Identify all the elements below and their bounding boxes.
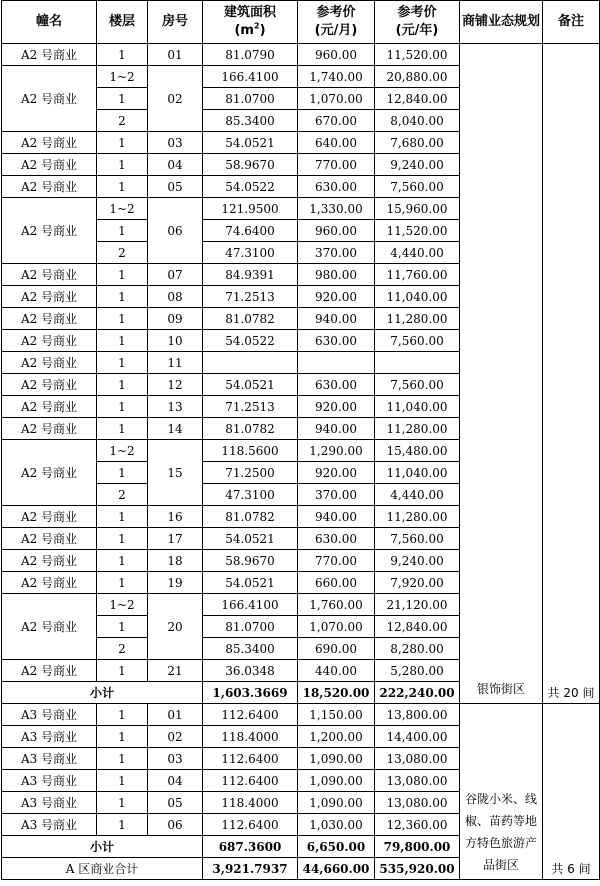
- building-cell: A2 号商业: [2, 66, 97, 132]
- area-cell: 47.3100: [203, 242, 298, 264]
- monthly-price-cell: 980.00: [298, 264, 375, 286]
- room-cell: 06: [148, 198, 203, 264]
- subtotal-area: 1,603.3669: [203, 682, 298, 704]
- subtotal-yearly: 79,800.00: [375, 836, 460, 858]
- building-cell: A2 号商业: [2, 44, 97, 66]
- yearly-price-cell: 11,280.00: [375, 418, 460, 440]
- yearly-price-cell: 13,800.00: [375, 704, 460, 726]
- building-cell: A2 号商业: [2, 572, 97, 594]
- room-cell: 15: [148, 440, 203, 506]
- header-area: [203, 1, 298, 44]
- area-cell: 54.0522: [203, 176, 298, 198]
- area-cell: 118.4000: [203, 792, 298, 814]
- area-cell: 58.9670: [203, 550, 298, 572]
- building-cell: A2 号商业: [2, 330, 97, 352]
- header-yearly-label: 参考价: [397, 5, 437, 20]
- monthly-price-cell: 660.00: [298, 572, 375, 594]
- plan-cell-a3: 谷陇小米、线椒、苗药等地方特色旅游产品街区: [460, 704, 543, 880]
- floor-cell: 1: [97, 132, 148, 154]
- monthly-price-cell: 1,290.00: [298, 440, 375, 462]
- table-row: [2, 704, 600, 726]
- monthly-price-cell: 1,740.00: [298, 66, 375, 88]
- monthly-price-cell: 1,090.00: [298, 792, 375, 814]
- room-cell: 18: [148, 550, 203, 572]
- room-cell: 16: [148, 506, 203, 528]
- yearly-price-cell: 11,520.00: [375, 220, 460, 242]
- yearly-price-cell: 7,560.00: [375, 528, 460, 550]
- area-cell: 54.0521: [203, 132, 298, 154]
- floor-cell: 1: [97, 770, 148, 792]
- yearly-price-cell: 11,040.00: [375, 462, 460, 484]
- floor-cell: 2: [97, 242, 148, 264]
- floor-cell: 2: [97, 484, 148, 506]
- yearly-price-cell: 12,840.00: [375, 88, 460, 110]
- building-cell: A3 号商业: [2, 792, 97, 814]
- yearly-price-cell: 20,880.00: [375, 66, 460, 88]
- yearly-price-cell: 5,280.00: [375, 660, 460, 682]
- floor-cell: 1: [97, 572, 148, 594]
- header-yearly: [375, 1, 460, 44]
- monthly-price-cell: 1,030.00: [298, 814, 375, 836]
- area-cell: 81.0782: [203, 308, 298, 330]
- floor-cell: 1: [97, 748, 148, 770]
- monthly-price-cell: 1,070.00: [298, 616, 375, 638]
- floor-cell: 1: [97, 286, 148, 308]
- area-cell: 112.6400: [203, 748, 298, 770]
- floor-cell: 1: [97, 220, 148, 242]
- monthly-price-cell: 690.00: [298, 638, 375, 660]
- room-cell: 02: [148, 726, 203, 748]
- area-cell: 74.6400: [203, 220, 298, 242]
- grand-total-label: A 区商业合计: [2, 858, 203, 880]
- area-cell: 112.6400: [203, 814, 298, 836]
- yearly-price-cell: 9,240.00: [375, 154, 460, 176]
- area-cell: 54.0522: [203, 330, 298, 352]
- floor-cell: 1~2: [97, 594, 148, 616]
- room-cell: 19: [148, 572, 203, 594]
- floor-cell: 2: [97, 110, 148, 132]
- room-cell: 13: [148, 396, 203, 418]
- note-cell-a3: 共 6 间: [543, 704, 600, 880]
- yearly-price-cell: 12,360.00: [375, 814, 460, 836]
- building-cell: A2 号商业: [2, 528, 97, 550]
- floor-cell: 1: [97, 88, 148, 110]
- building-cell: A2 号商业: [2, 418, 97, 440]
- monthly-price-cell: 1,090.00: [298, 748, 375, 770]
- header-area-unit-prefix: (m: [234, 23, 254, 38]
- table-body: [2, 44, 600, 880]
- area-cell: [203, 352, 298, 374]
- building-cell: A2 号商业: [2, 286, 97, 308]
- building-cell: A2 号商业: [2, 396, 97, 418]
- commercial-units-table: [1, 0, 600, 880]
- monthly-price-cell: 370.00: [298, 484, 375, 506]
- building-cell: A2 号商业: [2, 374, 97, 396]
- building-cell: A2 号商业: [2, 440, 97, 506]
- area-cell: 81.0782: [203, 418, 298, 440]
- area-cell: 81.0700: [203, 616, 298, 638]
- yearly-price-cell: 8,280.00: [375, 638, 460, 660]
- floor-cell: 1: [97, 814, 148, 836]
- monthly-price-cell: 1,150.00: [298, 704, 375, 726]
- floor-cell: 1: [97, 616, 148, 638]
- grand-total-area: 3,921.7937: [203, 858, 298, 880]
- header-plan: 商铺业态规划: [460, 1, 543, 44]
- monthly-price-cell: 1,330.00: [298, 198, 375, 220]
- yearly-price-cell: 13,080.00: [375, 770, 460, 792]
- yearly-price-cell: 9,240.00: [375, 550, 460, 572]
- building-cell: A2 号商业: [2, 594, 97, 660]
- yearly-price-cell: [375, 352, 460, 374]
- room-cell: 21: [148, 660, 203, 682]
- yearly-price-cell: 11,280.00: [375, 308, 460, 330]
- building-cell: A2 号商业: [2, 154, 97, 176]
- yearly-price-cell: 12,840.00: [375, 616, 460, 638]
- area-cell: 54.0521: [203, 572, 298, 594]
- room-cell: 08: [148, 286, 203, 308]
- floor-cell: 1: [97, 726, 148, 748]
- yearly-price-cell: 11,520.00: [375, 44, 460, 66]
- monthly-price-cell: [298, 352, 375, 374]
- yearly-price-cell: 21,120.00: [375, 594, 460, 616]
- floor-cell: 1: [97, 330, 148, 352]
- area-cell: 118.5600: [203, 440, 298, 462]
- floor-cell: 1: [97, 44, 148, 66]
- room-cell: 02: [148, 66, 203, 132]
- building-cell: A2 号商业: [2, 308, 97, 330]
- area-cell: 121.9500: [203, 198, 298, 220]
- yearly-price-cell: 13,080.00: [375, 748, 460, 770]
- header-area-unit-sup: 2: [253, 21, 260, 31]
- monthly-price-cell: 370.00: [298, 242, 375, 264]
- room-cell: 12: [148, 374, 203, 396]
- floor-cell: 1: [97, 352, 148, 374]
- area-cell: 166.4100: [203, 66, 298, 88]
- monthly-price-cell: 940.00: [298, 506, 375, 528]
- yearly-price-cell: 7,560.00: [375, 176, 460, 198]
- header-row: [2, 1, 600, 44]
- floor-cell: 1~2: [97, 66, 148, 88]
- monthly-price-cell: 770.00: [298, 154, 375, 176]
- monthly-price-cell: 440.00: [298, 660, 375, 682]
- building-cell: A2 号商业: [2, 660, 97, 682]
- floor-cell: 1~2: [97, 440, 148, 462]
- floor-cell: 1: [97, 792, 148, 814]
- room-cell: 07: [148, 264, 203, 286]
- building-cell: A3 号商业: [2, 704, 97, 726]
- header-area-unit-suffix: ): [259, 23, 266, 38]
- monthly-price-cell: 920.00: [298, 396, 375, 418]
- area-cell: 112.6400: [203, 770, 298, 792]
- area-cell: 84.9391: [203, 264, 298, 286]
- floor-cell: 1: [97, 462, 148, 484]
- monthly-price-cell: 960.00: [298, 220, 375, 242]
- room-cell: 04: [148, 154, 203, 176]
- area-cell: 54.0521: [203, 374, 298, 396]
- area-cell: 85.3400: [203, 638, 298, 660]
- monthly-price-cell: 940.00: [298, 418, 375, 440]
- floor-cell: 2: [97, 638, 148, 660]
- building-cell: A2 号商业: [2, 132, 97, 154]
- yearly-price-cell: 15,960.00: [375, 198, 460, 220]
- building-cell: A2 号商业: [2, 506, 97, 528]
- building-cell: A3 号商业: [2, 814, 97, 836]
- grand-total-monthly: 44,660.00: [298, 858, 375, 880]
- yearly-price-cell: 13,080.00: [375, 792, 460, 814]
- subtotal-monthly: 6,650.00: [298, 836, 375, 858]
- building-cell: A2 号商业: [2, 264, 97, 286]
- area-cell: 85.3400: [203, 110, 298, 132]
- subtotal-label: 小计: [2, 836, 203, 858]
- room-cell: 01: [148, 704, 203, 726]
- building-cell: A2 号商业: [2, 176, 97, 198]
- area-cell: 112.6400: [203, 704, 298, 726]
- subtotal-yearly: 222,240.00: [375, 682, 460, 704]
- floor-cell: 1: [97, 418, 148, 440]
- plan-cell-a2: 银饰街区: [460, 44, 543, 704]
- table-row: [2, 44, 600, 66]
- floor-cell: 1: [97, 308, 148, 330]
- yearly-price-cell: 7,920.00: [375, 572, 460, 594]
- header-monthly-unit: (元/月): [314, 23, 358, 38]
- header-floor: 楼层: [97, 1, 148, 44]
- area-cell: 36.0348: [203, 660, 298, 682]
- yearly-price-cell: 15,480.00: [375, 440, 460, 462]
- header-monthly-label: 参考价: [316, 5, 356, 20]
- building-cell: A2 号商业: [2, 198, 97, 264]
- area-cell: 71.2513: [203, 286, 298, 308]
- floor-cell: 1: [97, 374, 148, 396]
- floor-cell: 1: [97, 176, 148, 198]
- area-cell: 81.0790: [203, 44, 298, 66]
- monthly-price-cell: 940.00: [298, 308, 375, 330]
- building-cell: A3 号商业: [2, 770, 97, 792]
- room-cell: 17: [148, 528, 203, 550]
- yearly-price-cell: 8,040.00: [375, 110, 460, 132]
- floor-cell: 1: [97, 396, 148, 418]
- floor-cell: 1: [97, 550, 148, 572]
- header-note: 备注: [543, 1, 600, 44]
- yearly-price-cell: 4,440.00: [375, 242, 460, 264]
- monthly-price-cell: 670.00: [298, 110, 375, 132]
- header-yearly-unit: (元/年): [395, 23, 439, 38]
- room-cell: 05: [148, 792, 203, 814]
- area-cell: 47.3100: [203, 484, 298, 506]
- room-cell: 14: [148, 418, 203, 440]
- monthly-price-cell: 630.00: [298, 330, 375, 352]
- building-cell: A3 号商业: [2, 726, 97, 748]
- floor-cell: 1: [97, 154, 148, 176]
- floor-cell: 1~2: [97, 198, 148, 220]
- monthly-price-cell: 1,760.00: [298, 594, 375, 616]
- area-cell: 54.0521: [203, 528, 298, 550]
- yearly-price-cell: 11,760.00: [375, 264, 460, 286]
- subtotal-label: 小计: [2, 682, 203, 704]
- room-cell: 20: [148, 594, 203, 660]
- yearly-price-cell: 7,680.00: [375, 132, 460, 154]
- monthly-price-cell: 630.00: [298, 528, 375, 550]
- building-cell: A2 号商业: [2, 352, 97, 374]
- yearly-price-cell: 7,560.00: [375, 330, 460, 352]
- monthly-price-cell: 1,200.00: [298, 726, 375, 748]
- header-building: 幢名: [2, 1, 97, 44]
- monthly-price-cell: 640.00: [298, 132, 375, 154]
- room-cell: 09: [148, 308, 203, 330]
- yearly-price-cell: 11,040.00: [375, 396, 460, 418]
- monthly-price-cell: 630.00: [298, 374, 375, 396]
- area-cell: 166.4100: [203, 594, 298, 616]
- area-cell: 71.2513: [203, 396, 298, 418]
- note-cell-a2: 共 20 间: [543, 44, 600, 704]
- floor-cell: 1: [97, 704, 148, 726]
- yearly-price-cell: 14,400.00: [375, 726, 460, 748]
- room-cell: 11: [148, 352, 203, 374]
- yearly-price-cell: 7,560.00: [375, 374, 460, 396]
- subtotal-monthly: 18,520.00: [298, 682, 375, 704]
- yearly-price-cell: 11,280.00: [375, 506, 460, 528]
- header-area-label: 建筑面积: [223, 5, 276, 20]
- monthly-price-cell: 630.00: [298, 176, 375, 198]
- monthly-price-cell: 1,070.00: [298, 88, 375, 110]
- header-room: 房号: [148, 1, 203, 44]
- building-cell: A3 号商业: [2, 748, 97, 770]
- area-cell: 81.0782: [203, 506, 298, 528]
- floor-cell: 1: [97, 528, 148, 550]
- yearly-price-cell: 4,440.00: [375, 484, 460, 506]
- yearly-price-cell: 11,040.00: [375, 286, 460, 308]
- room-cell: 06: [148, 814, 203, 836]
- monthly-price-cell: 920.00: [298, 286, 375, 308]
- monthly-price-cell: 920.00: [298, 462, 375, 484]
- subtotal-area: 687.3600: [203, 836, 298, 858]
- monthly-price-cell: 960.00: [298, 44, 375, 66]
- room-cell: 04: [148, 770, 203, 792]
- floor-cell: 1: [97, 264, 148, 286]
- grand-total-yearly: 535,920.00: [375, 858, 460, 880]
- monthly-price-cell: 770.00: [298, 550, 375, 572]
- monthly-price-cell: 1,090.00: [298, 770, 375, 792]
- room-cell: 01: [148, 44, 203, 66]
- room-cell: 03: [148, 748, 203, 770]
- floor-cell: 1: [97, 660, 148, 682]
- area-cell: 118.4000: [203, 726, 298, 748]
- room-cell: 10: [148, 330, 203, 352]
- area-cell: 71.2500: [203, 462, 298, 484]
- floor-cell: 1: [97, 506, 148, 528]
- area-cell: 58.9670: [203, 154, 298, 176]
- room-cell: 03: [148, 132, 203, 154]
- building-cell: A2 号商业: [2, 550, 97, 572]
- room-cell: 05: [148, 176, 203, 198]
- header-monthly: [298, 1, 375, 44]
- area-cell: 81.0700: [203, 88, 298, 110]
